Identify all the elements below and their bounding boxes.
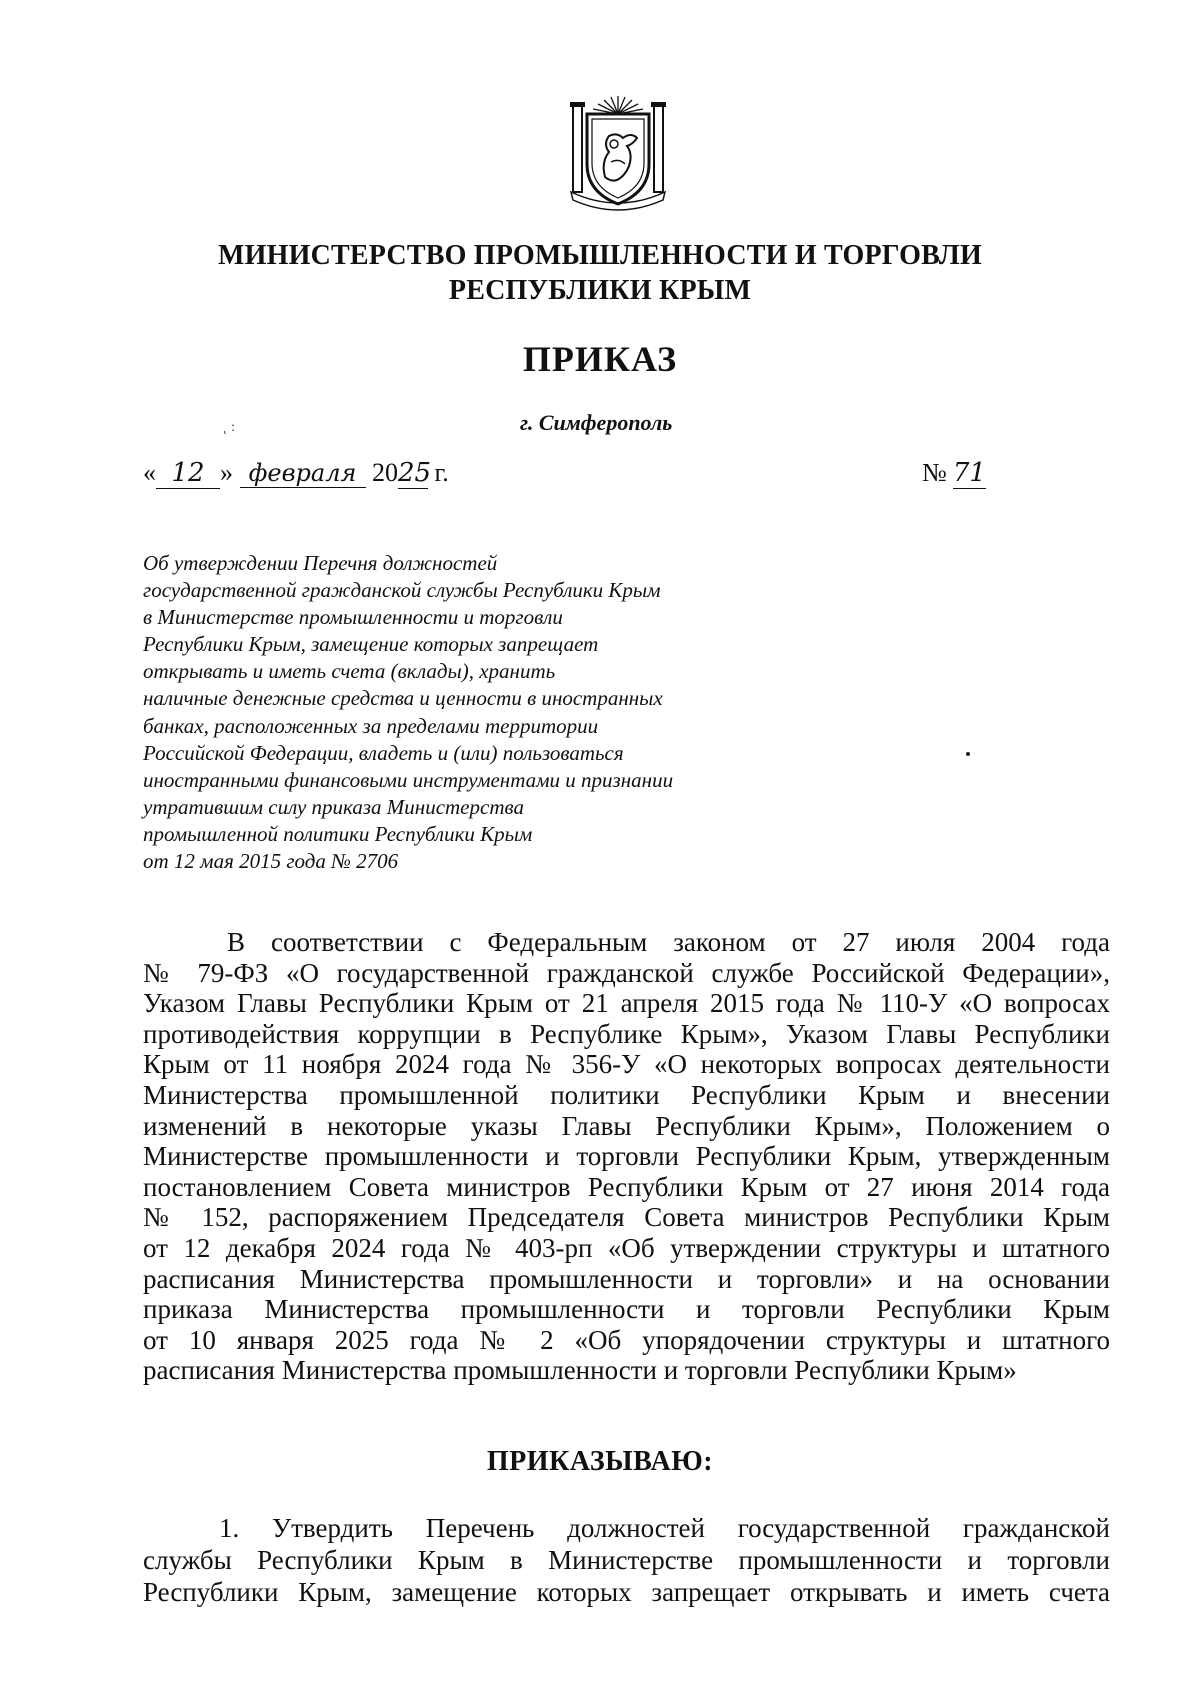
- subject-line: в Министерстве промышленности и торговли: [143, 605, 563, 630]
- subject-line: открывать и иметь счета (вклады), хранить: [143, 659, 556, 684]
- date-month: февраля: [240, 459, 366, 488]
- date-year-suffix: 25: [398, 458, 432, 488]
- preamble-line: изменений в некоторые указы Главы Республики Крым», Положением о: [143, 1110, 1110, 1141]
- item-line: Республики Крым, замещение которых запрещает открывать и иметь счета: [143, 1577, 1110, 1607]
- crimea-coat-of-arms-icon: [567, 92, 669, 212]
- city-name: г. Симферополь: [520, 410, 673, 435]
- order-date: [143, 458, 449, 498]
- preamble-line: № 152, распоряжением Председателя Совета министров Республики Крым: [143, 1202, 1110, 1233]
- decree-heading: ПРИКАЗЫВАЮ:: [486, 1446, 714, 1477]
- preamble-line: постановлением Совета министров Республики Крым от 27 июня 2014 года: [143, 1171, 1110, 1202]
- preamble-line: от 10 января 2025 года № 2 «Об упорядочении структуры и штатного: [143, 1324, 1110, 1355]
- preamble-line: приказа Министерства промышленности и торговли Республики Крым: [143, 1294, 1110, 1325]
- date-open-quote: «: [143, 458, 156, 487]
- scan-dot: [966, 752, 970, 756]
- item-line: 1. Утвердить Перечень должностей государственной гражданской: [219, 1513, 1110, 1543]
- subject-line: государственной гражданской службы Республики Крым: [143, 578, 661, 603]
- ministry-name: [0, 238, 1200, 308]
- date-year-unit: г.: [434, 458, 449, 487]
- preamble-line: от 12 декабря 2024 года № 403-рп «Об утверждении структуры и штатного: [143, 1232, 1110, 1263]
- subject-line: наличные денежные средства и ценности в иностранных: [143, 686, 663, 711]
- subject-line: от 12 мая 2015 года № 2706: [143, 849, 399, 874]
- subject-line: иностранными финансовыми инструментами и признании: [143, 767, 674, 792]
- subject-line: промышленной политики Республики Крым: [143, 821, 533, 846]
- preamble-line: В соответствии с Федеральным законом от 27 июля 2004 года: [227, 927, 1110, 957]
- preamble-line: Крым от 11 ноября 2024 года № 356-У «О некоторых вопросах деятельности: [143, 1049, 1110, 1080]
- document-type-title: ПРИКАЗ: [522, 339, 678, 379]
- ministry-name-line2: РЕСПУБЛИКИ КРЫМ: [448, 275, 752, 306]
- ministry-name-line1: МИНИСТЕРСТВО ПРОМЫШЛЕННОСТИ И ТОРГОВЛИ: [218, 240, 982, 271]
- date-year-prefix: 20: [372, 458, 398, 487]
- preamble-line: № 79-ФЗ «О государственной гражданской службе Российской Федерации»,: [143, 957, 1110, 988]
- subject-line: банках, расположенных за пределами территории: [143, 713, 599, 738]
- subject-line: Российской Федерации, владеть и (или) пользоваться: [143, 740, 624, 765]
- order-number: [922, 458, 986, 488]
- preamble-line: расписания Министерства промышленности и торговли» и на основании: [143, 1263, 1110, 1294]
- order-item-1: [143, 1512, 1110, 1608]
- order-subject: [143, 550, 783, 875]
- scan-speck: ˛ :: [223, 420, 236, 435]
- subject-line: Об утверждении Перечня должностей: [143, 551, 498, 575]
- preamble-line: Министерстве промышленности и торговли Республики Крым, утвержденным: [143, 1141, 1110, 1172]
- preamble-line: расписания Министерства промышленности и торговли Республики Крым»: [143, 1355, 1017, 1386]
- item-line: службы Республики Крым в Министерстве промышленности и торговли: [143, 1545, 1110, 1575]
- preamble-line: Министерства промышленной политики Республики Крым и внесении: [143, 1079, 1110, 1110]
- order-number-label: №: [922, 458, 947, 487]
- order-number-value: 71: [952, 458, 986, 488]
- preamble-line: Указом Главы Республики Крым от 21 апреля 2015 года № 110-У «О вопросах: [143, 988, 1110, 1019]
- date-day: 12: [156, 458, 220, 489]
- date-close-quote: »: [220, 458, 233, 487]
- subject-line: Республики Крым, замещение которых запрещает: [143, 632, 599, 657]
- preamble-paragraph: [143, 927, 1110, 1386]
- preamble-line: противодействия коррупции в Республике Крым», Указом Главы Республики: [143, 1018, 1110, 1049]
- subject-line: утратившим силу приказа Министерства: [143, 794, 524, 819]
